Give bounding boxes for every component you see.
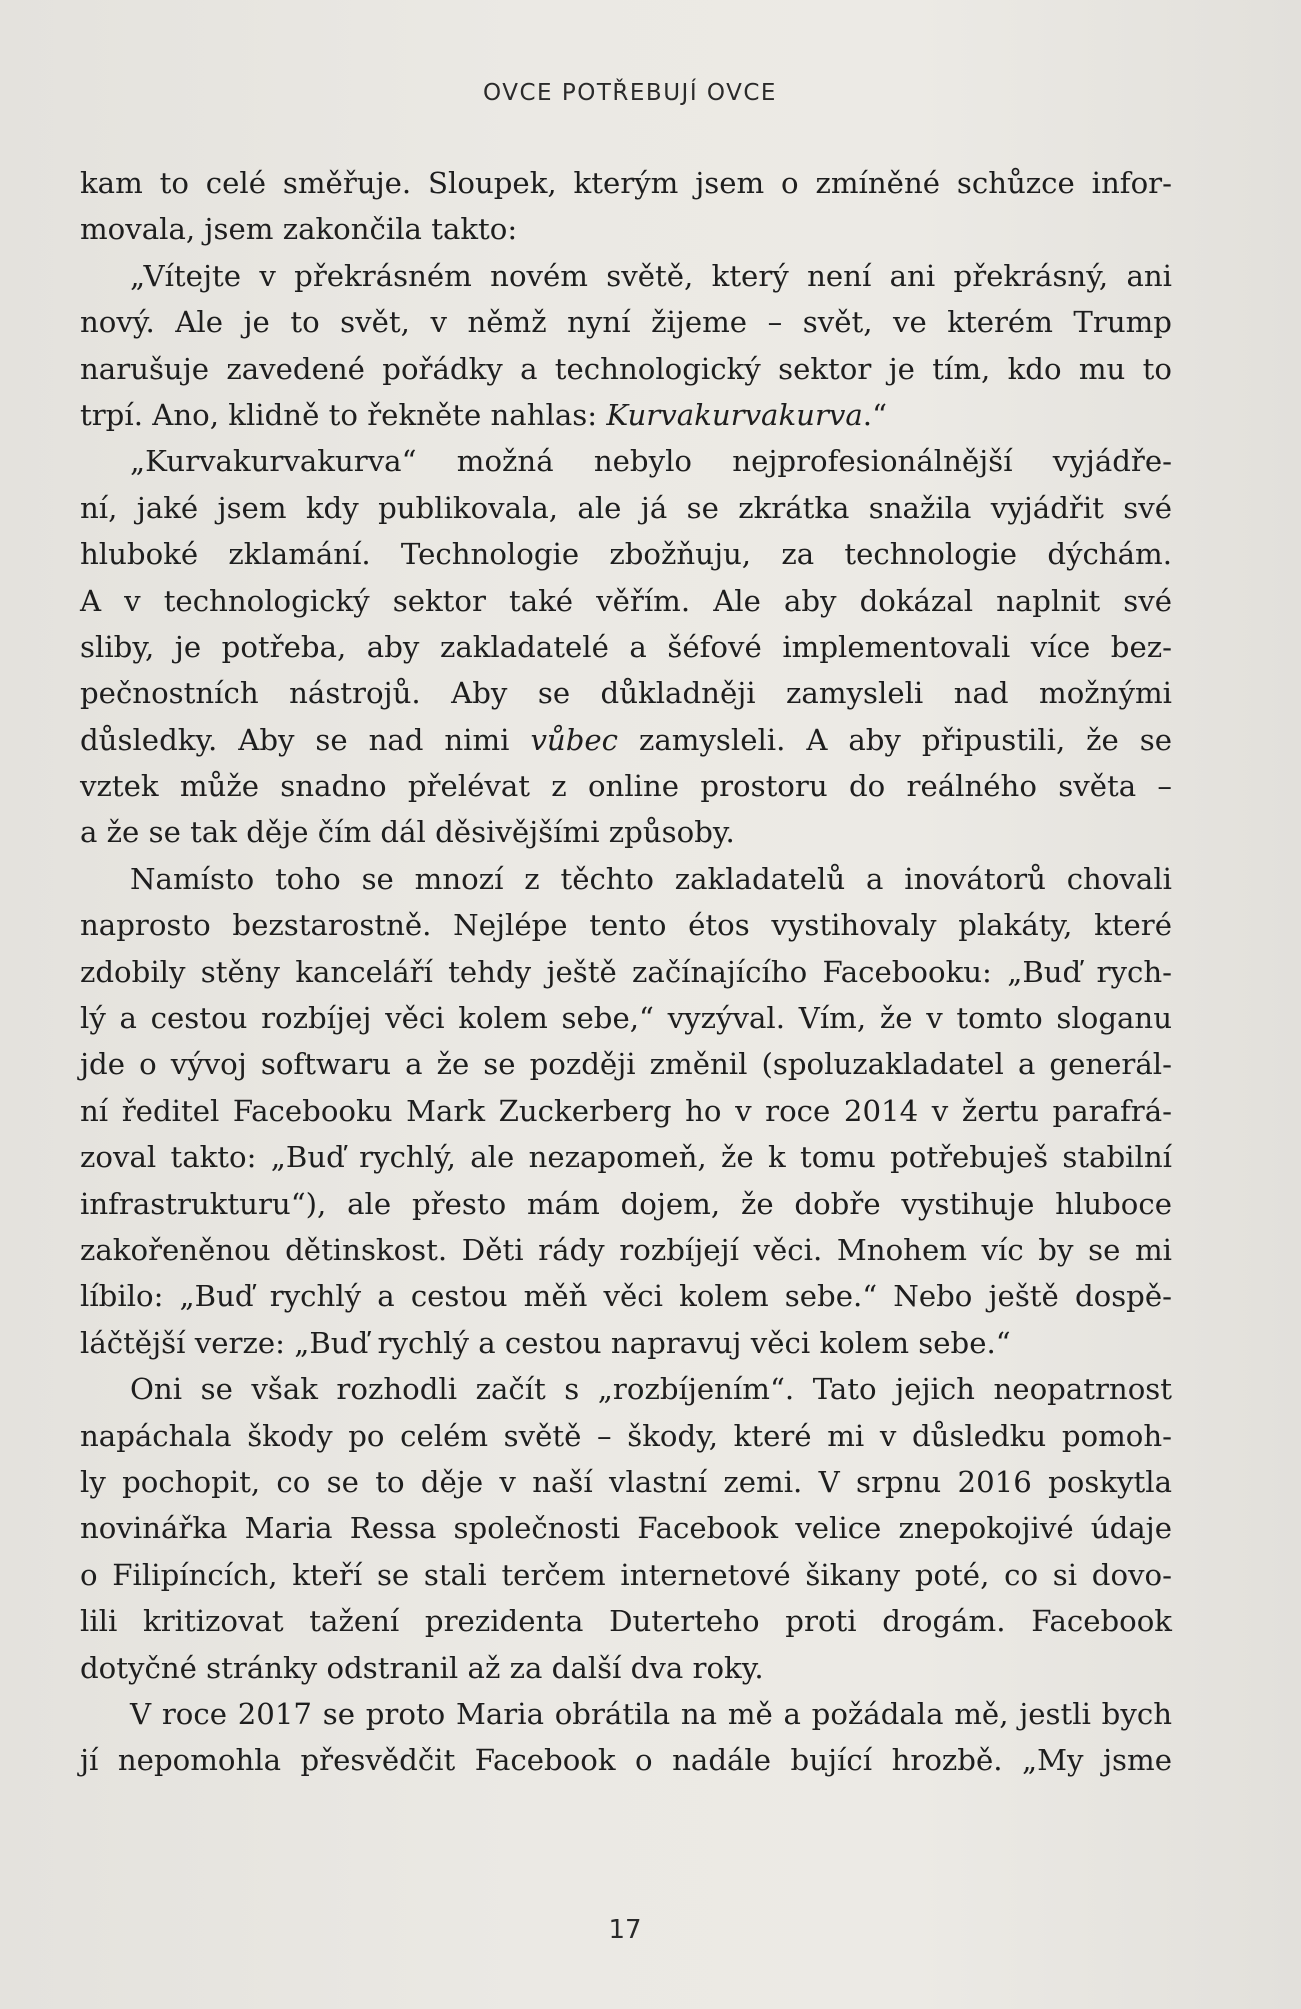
text-segment: .“	[862, 397, 887, 432]
page-number: 17	[608, 1915, 642, 1945]
text-line: jde o vývoj softwaru a že se později změnil (spoluzakladatel a generál-	[80, 1047, 1172, 1082]
text-line: vztek může snadno přelévat z online prostoru do reálného světa –	[80, 769, 1172, 804]
text-line: a že se tak děje čím dál děsivějšími způsoby.	[80, 815, 735, 850]
text-segment: trpí. Ano, klidně to řekněte nahlas:	[80, 397, 607, 432]
text-segment: zamysleli. A aby připustili, že se	[618, 722, 1172, 757]
text-line: „Kurvakurvakurva“ možná nebylo nejprofesionálnější vyjádře-	[130, 444, 1172, 479]
text-line: zoval takto: „Buď rychlý, ale nezapomeň, že k tomu potřebuješ stabilní	[80, 1140, 1172, 1175]
text-line: o Filipíncích, kteří se stali terčem internetové šikany poté, co si dovo-	[80, 1557, 1172, 1592]
text-line: pečnostních nástrojů. Aby se důkladněji zamysleli nad možnými	[80, 676, 1172, 711]
text-line: Oni se však rozhodli začít s „rozbíjením“. Tato jejich neopatrnost	[130, 1372, 1172, 1407]
text-line: sliby, je potřeba, aby zakladatelé a šéfové implementovali více bez-	[80, 629, 1172, 664]
text-line: zdobily stěny kanceláří tehdy ještě začínajícího Facebooku: „Buď rych-	[80, 954, 1172, 989]
text-line: líbilo: „Buď rychlý a cestou měň věci kolem sebe.“ Nebo ještě dospě-	[80, 1279, 1172, 1314]
text-line: lili kritizovat tažení prezidenta Duterteho proti drogám. Facebook	[80, 1604, 1172, 1639]
text-line: lý a cestou rozbíjej věci kolem sebe,“ vyzýval. Vím, že v tomto sloganu	[80, 1001, 1172, 1036]
italic-text: Kurvakurvakurva	[606, 397, 863, 432]
text-line: jí nepomohla přesvědčit Facebook o nadále bující hrozbě. „My jsme	[80, 1743, 1172, 1778]
text-line: dotyčné stránky odstranil až za další dva roky.	[80, 1650, 764, 1685]
text-line: zakořeněnou dětinskost. Děti rády rozbíjejí věci. Mnohem víc by se mi	[80, 1232, 1172, 1267]
text-line: napáchala škody po celém světě – škody, které mi v důsledku pomoh-	[80, 1418, 1172, 1453]
running-header: OVCE POTŘEBUJÍ OVCE	[483, 80, 777, 106]
text-line: hluboké zklamání. Technologie zbožňuju, za technologie dýchám.	[80, 537, 1172, 572]
text-line: A v technologický sektor také věřím. Ale aby dokázal naplnit své	[80, 583, 1172, 618]
text-line: ní, jaké jsem kdy publikovala, ale já se zkrátka snažila vyjádřit své	[80, 490, 1172, 525]
text-line: narušuje zavedené pořádky a technologický sektor je tím, kdo mu to	[80, 351, 1172, 386]
text-line: Namísto toho se mnozí z těchto zakladatelů a inovátorů chovali	[130, 861, 1172, 896]
text-line: láčtější verze: „Buď rychlý a cestou napravuj věci kolem sebe.“	[80, 1325, 1011, 1360]
text-line: infrastrukturu“), ale přesto mám dojem, že dobře vystihuje hluboce	[80, 1186, 1172, 1221]
text-line: V roce 2017 se proto Maria obrátila na mě a požádala mě, jestli bych	[130, 1696, 1172, 1731]
text-line: ly pochopit, co se to děje v naší vlastní zemi. V srpnu 2016 poskytla	[80, 1464, 1172, 1499]
text-line: ní ředitel Facebooku Mark Zuckerberg ho v roce 2014 v žertu parafrá-	[80, 1093, 1172, 1128]
body-text	[80, 160, 1172, 1784]
text-line	[80, 717, 1172, 763]
text-line: naprosto bezstarostně. Nejlépe tento étos vystihovaly plakáty, které	[80, 908, 1172, 943]
text-line: kam to celé směřuje. Sloupek, kterým jsem o zmíněné schůzce infor-	[80, 166, 1172, 200]
text-line: nový. Ale je to svět, v němž nyní žijeme – svět, ve kterém Trump	[80, 305, 1172, 340]
text-line: „Vítejte v překrásném novém světě, který není ani překrásný, ani	[130, 258, 1172, 293]
text-line: movala, jsem zakončila takto:	[80, 212, 518, 247]
italic-text: vůbec	[530, 722, 619, 757]
text-line	[80, 392, 1172, 438]
text-line: novinářka Maria Ressa společnosti Facebook velice znepokojivé údaje	[80, 1511, 1172, 1546]
text-segment: důsledky. Aby se nad nimi	[80, 722, 531, 757]
